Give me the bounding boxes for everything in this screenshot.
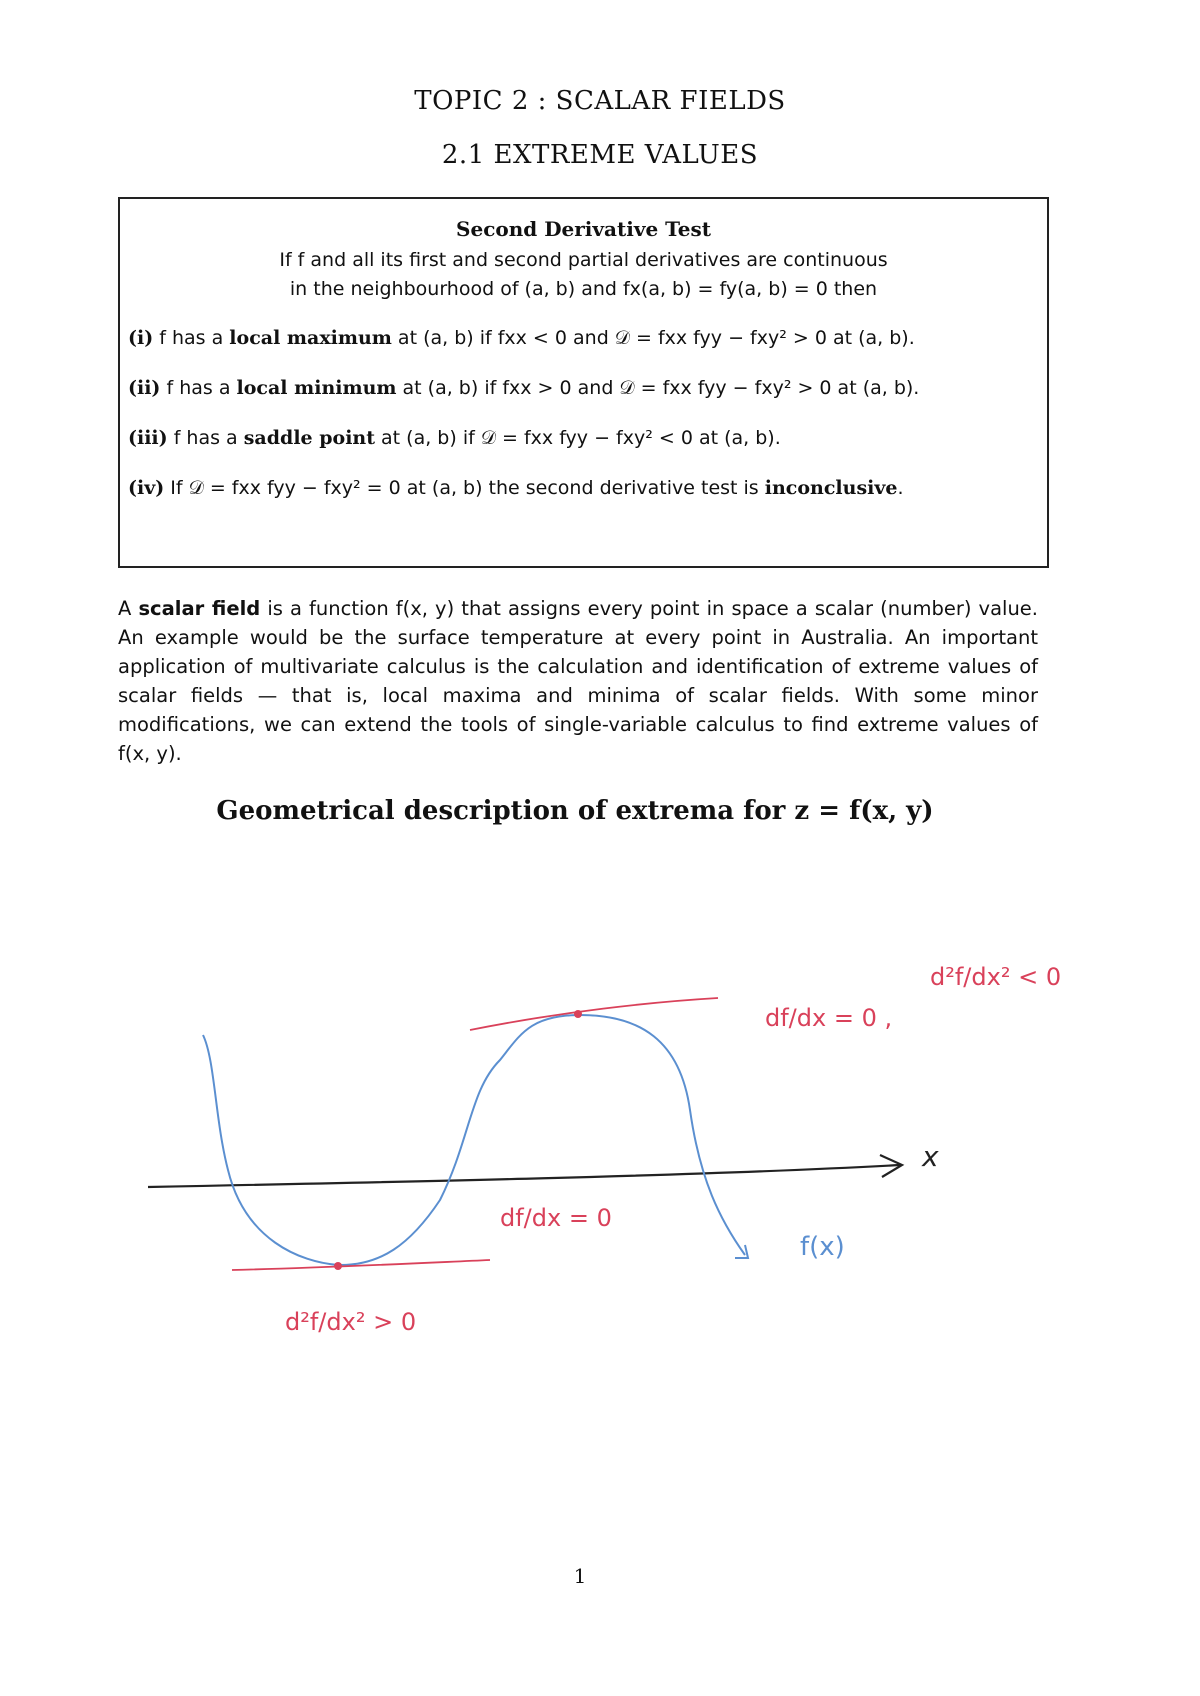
subheading: Geometrical description of extrema for z = f(x, y) (216, 796, 934, 826)
item-number: (ii) (128, 377, 161, 399)
item-bold: inconclusive (764, 477, 898, 499)
item-text-post: at (a, b) if fxx < 0 and 𝒟 = fxx fyy − fxy² > 0 at (a, b). (391, 327, 915, 349)
item-number: (i) (128, 327, 154, 349)
item-bold: local maximum (229, 327, 392, 349)
item-text-pre: If 𝒟 = fxx fyy − fxy² = 0 at (a, b) the second derivative test is (170, 477, 765, 499)
min-tangent-line (232, 1260, 490, 1270)
para-bold-term: scalar field (138, 597, 261, 620)
max-first-derivative-note: df/dx = 0 , (765, 1004, 893, 1032)
item-number: (iv) (128, 477, 165, 499)
item-text-post: at (a, b) if 𝒟 = fxx fyy − fxy² < 0 at (a, b). (375, 427, 781, 449)
item-bold: saddle point (243, 427, 375, 449)
item-text-pre: f has a (166, 377, 237, 399)
curve-label: f(x) (800, 1232, 845, 1262)
item-text-pre: f has a (173, 427, 244, 449)
item-text-post: at (a, b) if fxx > 0 and 𝒟 = fxx fyy − fxy² > 0 at (a, b). (396, 377, 920, 399)
section-title: 2.1 EXTREME VALUES (441, 140, 759, 170)
box-condition-line-2: in the neighbourhood of (a, b) and fx(a, b) = fy(a, b) = 0 then (289, 278, 878, 300)
page-number: 1 (573, 1564, 587, 1588)
item-text-post: . (897, 477, 904, 499)
page-title: TOPIC 2 : SCALAR FIELDS (414, 86, 786, 116)
item-bold: local minimum (236, 377, 397, 399)
min-first-derivative-note: df/dx = 0 (500, 1204, 612, 1232)
para-lead: A (118, 597, 139, 620)
x-axis-line (148, 1165, 900, 1187)
item-number: (iii) (128, 427, 168, 449)
min-second-derivative-note: d²f/dx² > 0 (285, 1308, 417, 1336)
function-curve (203, 1015, 745, 1265)
x-axis-label: x (922, 1140, 939, 1173)
max-point-marker (574, 1010, 582, 1018)
box-condition-line-1: If f and all its first and second partial derivatives are continuous (279, 249, 888, 271)
max-tangent-line (470, 998, 718, 1030)
min-point-marker (334, 1262, 342, 1270)
box-title: Second Derivative Test (456, 217, 711, 241)
item-text-pre: f has a (159, 327, 230, 349)
para-rest: is a function f(x, y) that assigns every point in space a scalar (number) value. An example would be the surface temperature at every point in Australia. An important application of multivariate calculus is the calculation and identification of extreme values of scalar fields — that is, local maxima and minima of scalar fields. With some minor modifications, we can extend the tools of single-variable calculus to find extreme values of f(x, y). (118, 597, 1039, 765)
max-second-derivative-note: d²f/dx² < 0 (930, 963, 1062, 991)
